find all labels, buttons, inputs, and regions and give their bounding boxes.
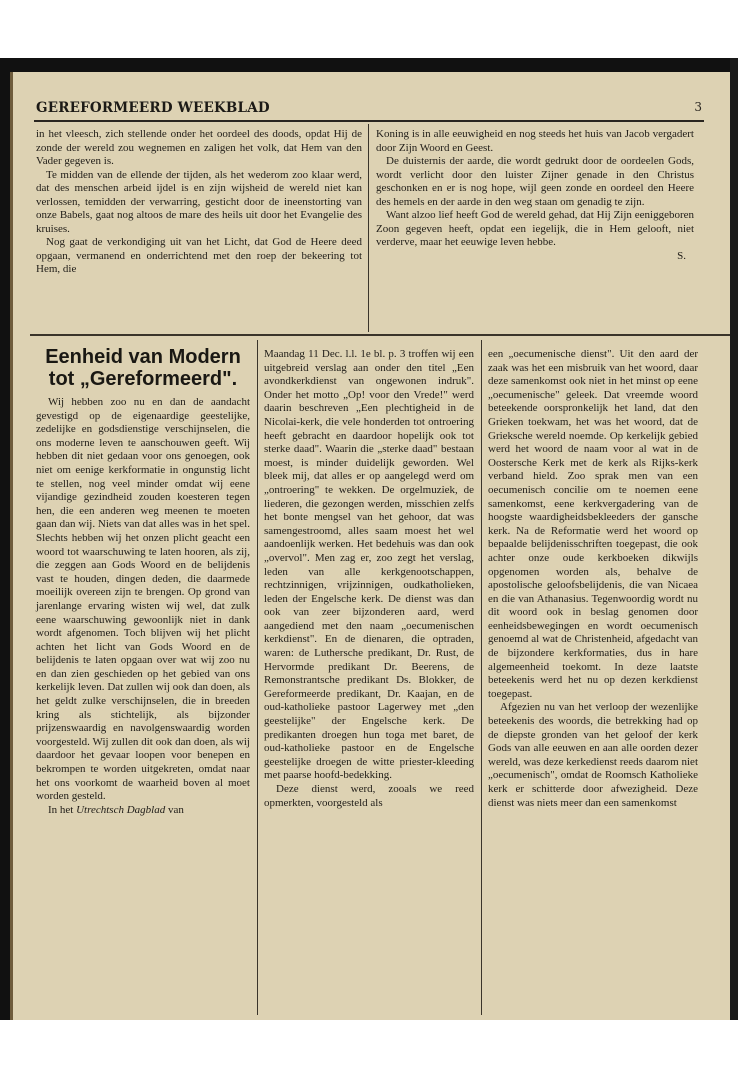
paragraph: Nog gaat de verkondiging uit van het Licht, dat God de Heere deed opgaan, vermanend en onderrichtend met den roep der bekeering tot Hem, die	[36, 236, 362, 275]
paragraph	[36, 804, 250, 818]
headline-line: tot „Gereformeerd".	[48, 368, 238, 390]
article-column-2	[264, 348, 474, 810]
upper-left-column	[36, 128, 362, 277]
article-column-1	[36, 346, 250, 817]
newspaper-name: Utrechtsch Dagblad	[76, 803, 166, 816]
paragraph: Want alzoo lief heeft God de wereld gehad, dat Hij Zijn eeniggeboren Zoon gegeven heeft, opdat een iegelijk, die in Hem gelooft, niet verderve, maar het eeuwige leven hebbe.	[376, 209, 694, 248]
bottom-margin	[0, 1020, 738, 1068]
paragraph: een „oecumenische dienst". Uit den aard der zaak was het een misbruik van het woord, daar deze samenkomst ook niet in het minst op eene „oecumenische" geleek. Dat vreemde woord beteekende oorspronkelijk het land, dat den Grieken toekwam, het was het woord, dat de Grieksche wereld noemde. Op kerkelijk gebied werd het woord de naam voor al wat in de Oostersche Kerk met de kerk als Rijks-kerk verband hield. Zoo sprak men van een oecumenisch concilie om te noemen eene samenkomst, eene kerkvergadering van de hoogste waardigheidsbekleeders der gansche kerk. Na de Reformatie werd het woord op bepaalde belijdenisschriften toegepast, die ook achter onze oude kerkboeken dikwijls opgenomen worden als, behalve de apostolische geloofsbelijdenis, die van Nicaea en die van Athanasius. Tegenwoordig wordt nu dit woord ook in beslag genomen door eenheidsbewegingen en wordt oecumenisch genoemd al wat de Christenheid, afgedacht van de bijzondere kerkformaties, dus in hare algemeenheid toekomt. In deze laatste beteekenis werd het nu op dezen kerkdienst toegepast.	[488, 348, 698, 700]
column-rule	[257, 340, 258, 1015]
paragraph: Maandag 11 Dec. l.l. 1e bl. p. 3 troffen wij een uitgebreid verslag aan onder den titel „Een avondkerkdienst van ongewonen indruk". Onder het motto „Op! voor den Vrede!" werd daarin beschreven „Een plechtigheid in de Nicolai-kerk, die vele honderden tot ontroering heeft gebracht en daardoor hopelijk ook tot sterke daad". Waarin die „sterke daad" bestaan moest, is minder duidelijk geworden. Wel bleek mij, dat alles er op aangelegd werd om „ontroering" te wekken. De orgelmuziek, de liederen, die gezongen werden, misschien zelfs het bonte mengsel van het gehoor, dat was samengestroomd, alles saam moest het wel aandoenlijk werken. Het bedehuis was dan ook „overvol". Men zag er, zoo zegt het verslag, leden van alle kerkgenootschappen, rechtzinnigen, vrijzinnigen, oudkatholieken, leden der Engelsche kerk. De dienst was dan ook van zeer bijzonderen aard, werd aangediend met den naam „oecumenischen kerkdienst". En de dienaren, die optraden, waren: de Luthersche predikant, Dr. Rust, de Hervormde predikant Dr. Beerens, de Remonstrantsche predikant Ds. Blokker, de Gereformeerde predikant, Dr. Kaajan, en de oud-katholieke pastoor Lagerwey met „den geestelijke" der Engelsche kerk. De predikanten droegen hun toga met baret, de oud-katholieke pastoor en de Engelsche geestelijke droegen de witte priester-kleeding met paarse hoofd-bedekking.	[264, 348, 474, 782]
paragraph: Koning is in alle eeuwigheid en nog steeds het huis van Jacob vergadert door Zijn Woord en Geest.	[376, 128, 694, 154]
headline-line: Eenheid van Modern	[45, 346, 241, 368]
column-rule	[368, 124, 369, 332]
section-rule	[30, 334, 730, 336]
paragraph: De duisternis der aarde, die wordt gedrukt door de oordeelen Gods, wordt verlicht door den luister Zijner genade in den Christus geschonken en er is nog hope, wijl geen zonde en oordeel den Heere des hemels en der aarde in den weg staan om genadig te zijn.	[376, 155, 694, 208]
article-column-3	[488, 348, 698, 810]
running-head	[36, 100, 702, 120]
header-rule	[34, 120, 704, 122]
paragraph: Te midden van de ellende der tijden, als het wederom zoo klaar werd, dat des menschen arbeid ijdel is en zijn wijsheid de wereld niet kan verlossen, temidden der verwarring, gesticht door de ineenstorting van onze Babels, gaat nog altoos de mare des heils uit door het Evangelie des kruises.	[36, 168, 362, 235]
upper-right-column	[376, 128, 694, 263]
page-edge-shadow	[730, 58, 738, 1020]
page-number: 3	[694, 100, 702, 114]
text-span: In het	[48, 803, 77, 816]
column-rule	[481, 340, 482, 1015]
publication-title: GEREFORMEERD WEEKBLAD	[36, 100, 270, 116]
paragraph: Afgezien nu van het verloop der wezenlijke beteekenis des woords, die betrekking had op de diepste gronden van het geloof der kerk Gods van alle eeuwen en aan alle oorden dezer wereld, was deze kerkedienst reeds daarom niet „oecumenisch", omdat de Roomsch Katholieke kerk er schitterde door afwezigheid. Deze dienst was niets meer dan een samenkomst	[488, 701, 698, 809]
article-headline	[36, 346, 250, 390]
paragraph: Deze dienst werd, zooals we reed opmerkten, voorgesteld als	[264, 783, 474, 809]
top-margin	[0, 0, 738, 58]
paragraph: Wij hebben zoo nu en dan de aandacht gevestigd op de eigenaardige geestelijke, zedelijke en godsdienstige verschijnselen, die ons moderne leven te aanschouwen geeft. Wij hebben dit niet gedaan voor ons genoegen, ook niet om eenige kerkformatie in ongunstig licht te stellen, nog veel minder omdat wij eene vijandige gezindheid zouden koesteren tegen hen, die een anderen weg meenen te moeten gaan dan wij. Niets van dat alles was in het spel. Slechts hebben wij het onzen plicht geacht een woord tot waarschuwing te laten hooren, als zij, die zeggen aan Gods Woord en de belijdenis vast te houden, dingen deden, die daarmede moeilijk overeen zijn te brengen. Op grond van jarenlange ervaring wisten wij wel, dat zulk eene waarschuwing gewoonlijk niet in dank wordt afgenomen. Toch blijven wij het plicht achten het licht van Gods Woord en de belijdenis te laten opgaan over wat wij zoo nu en dan zien geschieden op het gebied van ons kerkelijk leven. Dat zullen wij ook dan doen, als het geldt zulke verschijnselen, die in breeden kring als stichtelijk, als bijzonder prijzenswaardig en navolgenswaardig worden voorgesteld. Wij zullen dit ook dan doen, als wij daardoor het gevaar loopen voor benepen en bekrompen te worden uitgekreten, omdat naar het ons voorkomt de waarheid boven al moet worden gesteld.	[36, 396, 250, 803]
text-span: van	[165, 803, 184, 816]
paragraph: in het vleesch, zich stellende onder het oordeel des doods, opdat Hij de zonde der wereld zou wegnemen en zaligen het volk, dat Hem van den Vader gegeven is.	[36, 128, 362, 167]
signature: S.	[677, 249, 686, 262]
